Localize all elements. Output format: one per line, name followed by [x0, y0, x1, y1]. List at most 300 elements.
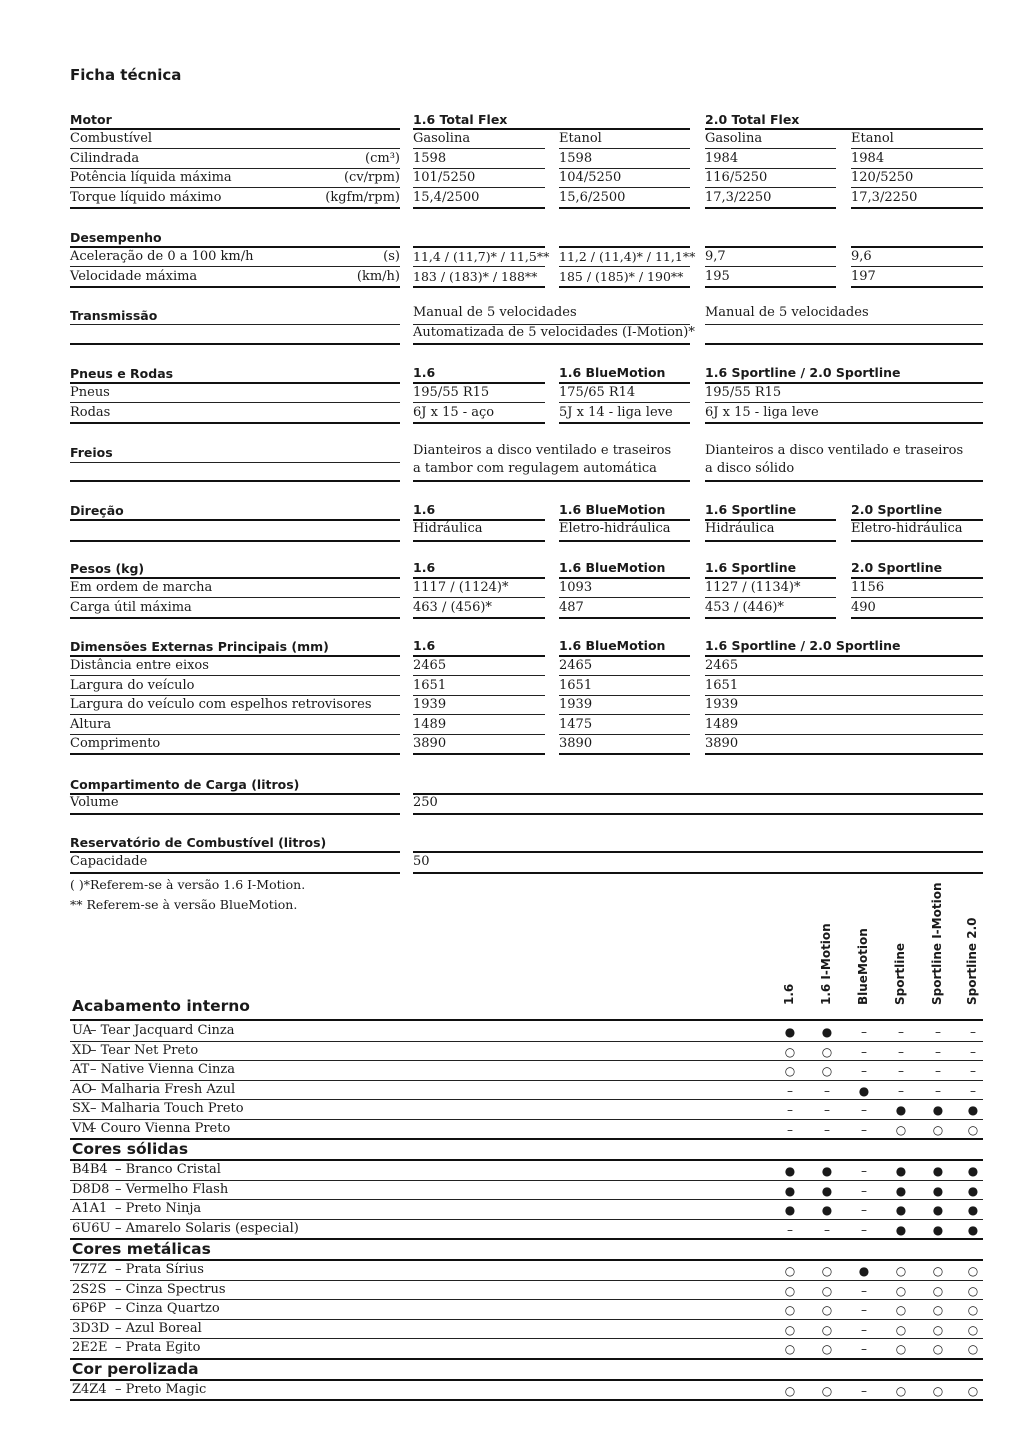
spec-value: 2465	[413, 658, 447, 673]
spec-value: 2465	[559, 658, 593, 673]
spec-label: Largura do veículo com espelhos retrovisores	[70, 697, 372, 712]
availability-mark: –	[861, 1103, 867, 1117]
spec-value: 1127 / (1134)*	[705, 580, 801, 595]
option-code: 2S2S	[72, 1281, 107, 1297]
option-label: – Tear Jacquard Cinza	[90, 1023, 235, 1038]
spec-value: 1598	[559, 150, 593, 166]
rule-line	[413, 168, 545, 169]
option-label: – Prata Egito	[115, 1340, 201, 1355]
availability-mark: ○	[967, 1303, 979, 1317]
rule-line	[559, 734, 690, 735]
spec-label: Distância entre eixos	[70, 658, 209, 673]
availability-mark: ○	[967, 1122, 979, 1137]
rule-line	[70, 714, 400, 715]
spec-value: Manual de 5 velocidades	[413, 305, 577, 320]
spec-value: 1475	[559, 716, 593, 732]
availability-mark: –	[970, 1044, 976, 1059]
availability-mark: –	[861, 1164, 867, 1178]
spec-label: Carga útil máxima	[70, 599, 192, 615]
spec-label: Aceleração de 0 a 100 km/h	[70, 249, 254, 264]
availability-mark: –	[824, 1122, 830, 1137]
rule-line	[70, 1119, 983, 1120]
rule-line	[70, 1219, 983, 1220]
availability-mark: ●	[967, 1183, 979, 1198]
rule-line	[70, 1338, 983, 1339]
version-heading: 2.0 Sportline	[851, 502, 943, 517]
availability-mark: ○	[967, 1383, 979, 1398]
availability-mark: ○	[932, 1303, 944, 1317]
rule-line	[559, 617, 690, 619]
option-code: 2E2E	[72, 1340, 108, 1355]
availability-mark: –	[861, 1303, 867, 1317]
version-heading: 1.6 Sportline / 2.0 Sportline	[705, 638, 901, 653]
rule-line	[851, 286, 983, 288]
rule-line	[70, 617, 400, 619]
spec-value: 183 / (183)* / 188**	[413, 268, 538, 284]
section-heading-1: Cores sólidas	[72, 1140, 189, 1158]
rule-line	[413, 655, 545, 657]
spec-value: 1598	[413, 150, 447, 166]
rule-line	[70, 540, 400, 542]
footnote: ** Referem-se à versão BlueMotion.	[70, 897, 298, 912]
spec-value: 1939	[705, 697, 739, 712]
availability-mark: ○	[784, 1303, 796, 1317]
rule-line	[70, 1399, 983, 1401]
rule-line	[413, 343, 690, 345]
option-code: AO	[72, 1081, 93, 1097]
availability-mark: ●	[784, 1164, 796, 1178]
spec-value: 1984	[851, 150, 885, 166]
heading-underline	[705, 128, 983, 130]
engine-heading-20: 2.0 Total Flex	[705, 112, 800, 127]
availability-mark: –	[787, 1122, 793, 1137]
spec-value: 195	[705, 268, 730, 284]
availability-mark: –	[824, 1083, 830, 1098]
availability-mark: ○	[821, 1303, 833, 1317]
spec-value: 197	[851, 268, 876, 284]
heading-underline	[70, 128, 400, 130]
option-code: Z4Z4	[72, 1381, 107, 1397]
option-label: – Prata Sírius	[115, 1262, 204, 1277]
rule-line	[413, 617, 545, 619]
section-heading-acabamento: Acabamento interno	[72, 997, 250, 1015]
version-heading: 1.6 Sportline	[705, 502, 797, 517]
availability-mark: –	[824, 1103, 830, 1117]
version-heading: 1.6 BlueMotion	[559, 502, 666, 517]
rule-line	[413, 480, 690, 482]
rule-line	[559, 148, 690, 149]
spec-value: 1093	[559, 580, 593, 595]
rule-line	[413, 872, 983, 874]
spec-value: 1651	[559, 677, 593, 693]
rule-line	[559, 714, 690, 715]
availability-mark: –	[861, 1025, 867, 1039]
availability-mark: ○	[967, 1342, 979, 1356]
rule-line	[705, 148, 836, 149]
availability-mark: ○	[932, 1322, 944, 1337]
spec-value: 1156	[851, 580, 885, 595]
spec-label: Velocidade máxima	[70, 268, 198, 284]
rule-line	[413, 207, 545, 209]
availability-mark: ○	[821, 1264, 833, 1278]
availability-mark: –	[861, 1383, 867, 1398]
rule-line	[413, 266, 545, 267]
availability-mark: ○	[895, 1303, 907, 1317]
availability-mark: ○	[784, 1383, 796, 1398]
availability-mark: ●	[821, 1203, 833, 1217]
availability-mark: ●	[932, 1203, 944, 1217]
availability-mark: ●	[932, 1183, 944, 1198]
option-code: A1A1	[72, 1201, 108, 1216]
rule-line	[70, 675, 400, 676]
spec-value: 104/5250	[559, 170, 622, 185]
option-code: 6U6U	[72, 1220, 111, 1236]
version-heading: 1.6	[413, 560, 436, 575]
section-heading-transmissao: Transmissão	[70, 308, 158, 323]
rule-line	[705, 655, 983, 657]
spec-value: 5J x 14 - liga leve	[559, 404, 673, 420]
rule-line	[413, 246, 545, 248]
spec-unit: (s)	[383, 249, 400, 264]
spec-value: 1939	[559, 697, 593, 712]
rule-line	[413, 286, 545, 288]
version-column-heading: BlueMotion	[856, 928, 870, 1005]
spec-value: 11,4 / (11,7)* / 11,5**	[413, 249, 550, 264]
rule-line	[70, 266, 400, 267]
rule-line	[705, 382, 983, 384]
availability-mark: –	[898, 1044, 904, 1059]
rule-line	[559, 402, 690, 403]
rule-line	[851, 187, 983, 188]
rule-line	[413, 675, 545, 676]
availability-mark: ●	[895, 1203, 907, 1217]
spec-value: Eletro-hidráulica	[851, 521, 963, 536]
rule-line	[70, 851, 400, 853]
rule-line	[413, 422, 545, 424]
spec-value: 3890	[413, 736, 447, 751]
rule-line	[705, 207, 836, 209]
availability-mark: ●	[895, 1222, 907, 1237]
option-code: SX	[72, 1101, 91, 1116]
rule-line	[70, 1319, 983, 1320]
option-label: – Preto Magic	[115, 1381, 207, 1397]
rule-line	[705, 480, 983, 482]
spec-value: 1651	[413, 677, 447, 693]
option-code: B4B4	[72, 1162, 108, 1177]
spec-label: Cilindrada	[70, 150, 140, 166]
spec-value: Automatizada de 5 velocidades (I-Motion)*	[413, 325, 695, 340]
rule-line	[705, 714, 983, 715]
spec-value: 101/5250	[413, 170, 476, 185]
spec-value: Dianteiros a disco ventilado e traseiros	[705, 443, 964, 458]
rule-line	[70, 422, 400, 424]
rule-line	[70, 462, 400, 463]
availability-mark: –	[787, 1103, 793, 1117]
availability-mark: ○	[784, 1342, 796, 1356]
spec-value: 50	[413, 854, 430, 869]
spec-label: Combustível	[70, 131, 153, 146]
spec-value: 1939	[413, 697, 447, 712]
spec-value: 2465	[705, 658, 739, 673]
rule-line	[413, 402, 545, 403]
spec-value: 1489	[413, 716, 447, 732]
availability-mark: ●	[821, 1164, 833, 1178]
availability-mark: ○	[967, 1264, 979, 1278]
rule-line	[70, 597, 400, 598]
availability-mark: ○	[895, 1383, 907, 1398]
section-heading-direcao: Direção	[70, 503, 124, 518]
availability-mark: –	[861, 1322, 867, 1337]
option-label: – Malharia Fresh Azul	[90, 1081, 236, 1097]
availability-mark: –	[935, 1083, 941, 1098]
rule-line	[559, 422, 690, 424]
availability-mark: –	[898, 1025, 904, 1039]
rule-line	[413, 695, 545, 696]
availability-mark: –	[861, 1342, 867, 1356]
rule-line	[70, 793, 400, 795]
rule-line	[70, 168, 400, 169]
spec-value: 487	[559, 599, 584, 615]
option-code: D8D8	[72, 1181, 110, 1197]
availability-mark: –	[970, 1064, 976, 1078]
rule-line	[413, 851, 983, 853]
rule-line	[70, 1379, 983, 1381]
section-heading-dimensoes: Dimensões Externas Principais (mm)	[70, 639, 329, 654]
option-code: 3D3D	[72, 1320, 110, 1336]
rule-line	[70, 1280, 983, 1281]
rule-line	[413, 187, 545, 188]
spec-label: Rodas	[70, 404, 111, 420]
section-heading-freios: Freios	[70, 445, 113, 460]
rule-line	[559, 382, 690, 384]
rule-line	[70, 1019, 983, 1021]
availability-mark: ○	[932, 1264, 944, 1278]
rule-line	[851, 148, 983, 149]
rule-line	[70, 1259, 983, 1261]
availability-mark: ○	[821, 1064, 833, 1078]
rule-line	[70, 753, 400, 755]
availability-mark: ○	[932, 1122, 944, 1137]
availability-mark: ●	[895, 1183, 907, 1198]
availability-mark: –	[787, 1222, 793, 1237]
spec-value: 116/5250	[705, 170, 768, 185]
section-heading-2: Cores metálicas	[72, 1240, 211, 1258]
rule-line	[851, 617, 983, 619]
engine-heading-16: 1.6 Total Flex	[413, 112, 508, 127]
rule-line	[70, 813, 400, 815]
version-column-heading: Sportline	[893, 942, 907, 1005]
availability-mark: ○	[932, 1342, 944, 1356]
rule-line	[70, 402, 400, 403]
availability-mark: ●	[967, 1103, 979, 1117]
spec-value: Manual de 5 velocidades	[705, 305, 869, 320]
spec-value: 17,3/2250	[705, 189, 772, 205]
availability-mark: –	[861, 1222, 867, 1237]
rule-line	[70, 1099, 983, 1100]
rule-line	[851, 266, 983, 267]
availability-mark: ○	[821, 1383, 833, 1398]
rule-line	[70, 1138, 983, 1140]
availability-mark: –	[970, 1025, 976, 1039]
version-heading: 1.6	[413, 365, 436, 380]
spec-label: Torque líquido máximo	[70, 189, 222, 205]
spec-value: Gasolina	[413, 131, 471, 146]
availability-mark: –	[861, 1183, 867, 1198]
availability-mark: ●	[858, 1264, 870, 1278]
availability-mark: –	[861, 1122, 867, 1137]
rule-line	[705, 187, 836, 188]
version-heading: 1.6 BlueMotion	[559, 560, 666, 575]
option-label: – Native Vienna Cinza	[90, 1062, 236, 1077]
rule-line	[705, 286, 836, 288]
rule-line	[413, 540, 545, 542]
section-heading-motor: Motor	[70, 112, 112, 127]
rule-line	[705, 266, 836, 267]
version-heading: 1.6	[413, 502, 436, 517]
rule-line	[70, 343, 400, 345]
rule-line	[70, 1080, 983, 1081]
availability-mark: ○	[895, 1264, 907, 1278]
rule-line	[413, 148, 545, 149]
availability-mark: –	[861, 1283, 867, 1298]
spec-value: 6J x 15 - liga leve	[705, 404, 819, 420]
footnote: ( )*Referem-se à versão 1.6 I-Motion.	[70, 877, 306, 892]
availability-mark: –	[787, 1083, 793, 1098]
spec-value: Hidráulica	[705, 521, 775, 536]
option-label: – Amarelo Solaris (especial)	[115, 1220, 299, 1236]
spec-value: 195/55 R15	[413, 385, 490, 400]
availability-mark: –	[898, 1083, 904, 1098]
spec-value: 175/65 R14	[559, 385, 636, 400]
rule-line	[705, 402, 983, 403]
section-heading-3: Cor perolizada	[72, 1359, 199, 1378]
rule-line	[70, 1060, 983, 1061]
spec-unit: (km/h)	[356, 268, 400, 284]
spec-label: Altura	[70, 716, 112, 732]
rule-line	[559, 675, 690, 676]
section-heading-reservatorio: Reservatório de Combustível (litros)	[70, 835, 327, 850]
rule-line	[559, 207, 690, 209]
availability-mark: ○	[967, 1322, 979, 1337]
rule-line	[70, 734, 400, 735]
option-label: – Azul Boreal	[115, 1320, 202, 1336]
rule-line	[705, 540, 836, 542]
availability-mark: ●	[932, 1164, 944, 1178]
availability-mark: ○	[932, 1283, 944, 1298]
spec-value: 1651	[705, 677, 739, 693]
rule-line	[70, 1159, 983, 1161]
availability-mark: ●	[895, 1164, 907, 1178]
rule-line	[70, 655, 400, 657]
rule-line	[413, 793, 983, 795]
availability-mark: ●	[967, 1222, 979, 1237]
rule-line	[70, 872, 400, 874]
rule-line	[559, 655, 690, 657]
rule-line	[413, 753, 545, 755]
spec-value: Gasolina	[705, 131, 763, 146]
rule-line	[559, 695, 690, 696]
rule-line	[70, 1041, 983, 1042]
spec-value: 250	[413, 795, 438, 810]
rule-line	[851, 577, 983, 579]
rule-line	[705, 734, 983, 735]
spec-value: 6J x 15 - aço	[413, 404, 495, 420]
option-code: UA	[72, 1023, 92, 1038]
rule-line	[70, 286, 400, 288]
rule-line	[413, 577, 545, 579]
rule-line	[559, 597, 690, 598]
rule-line	[413, 597, 545, 598]
rule-line	[413, 813, 983, 815]
option-code: XD	[72, 1042, 92, 1058]
spec-label: Comprimento	[70, 736, 161, 751]
spec-unit: (cm³)	[365, 150, 400, 166]
option-label: – Couro Vienna Preto	[90, 1120, 231, 1136]
option-label: – Malharia Touch Preto	[90, 1101, 244, 1116]
availability-mark: ○	[821, 1322, 833, 1337]
availability-mark: ●	[967, 1164, 979, 1178]
version-column-heading: 1.6 I-Motion	[819, 923, 833, 1005]
rule-line	[559, 753, 690, 755]
spec-label: Volume	[70, 795, 119, 810]
rule-line	[70, 187, 400, 188]
spec-value: 3890	[559, 736, 593, 751]
rule-line	[705, 324, 983, 325]
availability-mark: ●	[821, 1183, 833, 1198]
spec-label: Em ordem de marcha	[70, 580, 213, 595]
version-column-heading: Sportline 2.0	[965, 917, 979, 1005]
rule-line	[559, 266, 690, 267]
availability-mark: ●	[932, 1222, 944, 1237]
rule-line	[705, 422, 983, 424]
availability-mark: –	[861, 1203, 867, 1217]
rule-line	[705, 343, 983, 345]
availability-mark: –	[898, 1064, 904, 1078]
availability-mark: –	[824, 1222, 830, 1237]
spec-label: Largura do veículo	[70, 677, 195, 693]
spec-label: Potência líquida máxima	[70, 170, 232, 185]
availability-mark: ○	[821, 1342, 833, 1356]
availability-mark: ●	[784, 1025, 796, 1039]
rule-line	[851, 597, 983, 598]
rule-line	[559, 577, 690, 579]
spec-value: 463 / (456)*	[413, 599, 492, 615]
option-label: – Cinza Spectrus	[115, 1281, 226, 1297]
availability-mark: ○	[784, 1283, 796, 1298]
spec-value: Eletro-hidráulica	[559, 521, 671, 536]
rule-line	[70, 207, 400, 209]
spec-value: 11,2 / (11,4)* / 11,1**	[559, 249, 696, 264]
availability-mark: –	[935, 1025, 941, 1039]
rule-line	[70, 519, 400, 521]
rule-line	[851, 246, 983, 248]
spec-value: a disco sólido	[705, 461, 795, 476]
rule-line	[559, 286, 690, 288]
spec-value: 1117 / (1124)*	[413, 580, 509, 595]
version-heading: 1.6	[413, 638, 436, 653]
option-label: – Vermelho Flash	[115, 1181, 229, 1197]
option-code: 6P6P	[72, 1301, 107, 1316]
rule-line	[70, 148, 400, 149]
section-heading-desempenho: Desempenho	[70, 230, 162, 245]
rule-line	[705, 168, 836, 169]
availability-mark: ●	[821, 1025, 833, 1039]
spec-unit: (cv/rpm)	[343, 170, 400, 185]
option-label: – Cinza Quartzo	[115, 1301, 220, 1316]
availability-mark: ○	[784, 1044, 796, 1059]
version-heading: 1.6 BlueMotion	[559, 638, 666, 653]
option-code: VM	[72, 1120, 95, 1136]
